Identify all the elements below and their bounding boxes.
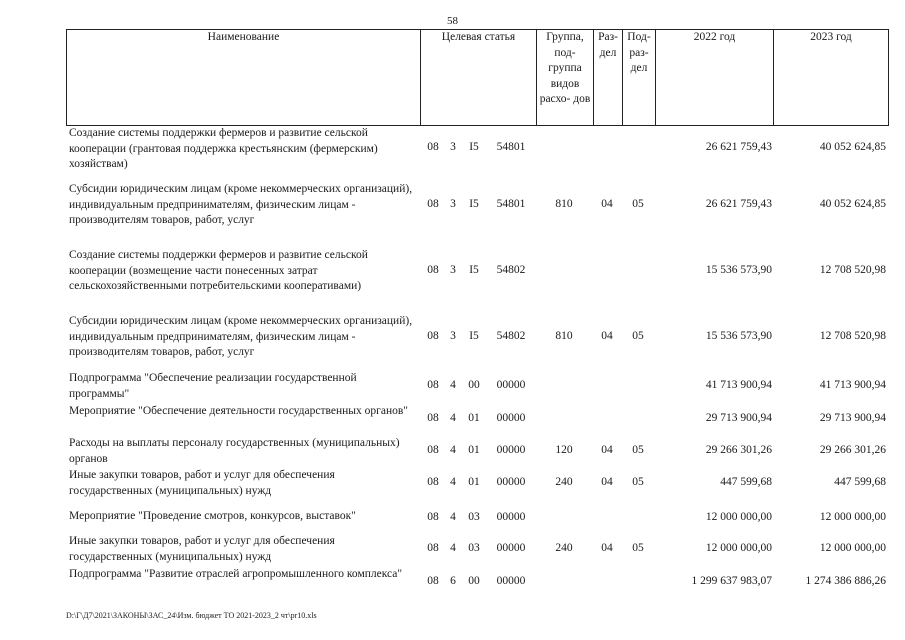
file-path: D:\Г\Д7\2021\ЗАКОНЫ\ЗАС_24\Изм. бюджет ТО 2021-2023_2 чт\pr10.xls [66,611,317,620]
cell-t3: 01 [468,444,480,456]
table-header [66,29,889,126]
cell-t4: 00000 [496,444,526,456]
cell-t2: 3 [450,198,456,210]
cell-t4: 00000 [496,476,526,488]
cell-y2023: 12 000 000,00 [819,511,886,523]
cell-t1: 08 [427,476,439,488]
cell-t1: 08 [427,444,439,456]
cell-y2023: 1 274 386 886,26 [805,575,886,587]
row-name: Субсидии юридическим лицам (кроме некоммерческих организаций), индивидуальным предпринимателям, физическим лицам - производителям товаров, работ, услуг [69,315,413,358]
cell-y2023: 12 708 520,98 [819,330,886,342]
cell-t3: 03 [468,511,480,523]
row-name: Мероприятие "Обеспечение деятельности государственных органов" [69,405,408,417]
cell-y2023: 40 052 624,85 [819,198,886,210]
cell-y2022: 1 299 637 983,07 [691,575,772,587]
cell-t4: 00000 [496,542,526,554]
cell-subsection: 05 [632,542,644,554]
cell-t1: 08 [427,330,439,342]
cell-section: 04 [601,476,613,488]
row-name: Подпрограмма "Развитие отраслей агропромышленного комплекса" [69,568,403,580]
cell-t2: 3 [450,141,456,153]
cell-t1: 08 [427,412,439,424]
row-name: Мероприятие "Проведение смотров, конкурсов, выставок" [69,510,356,522]
header-group: Группа, под- группа видов расхо- дов [539,31,591,105]
cell-t1: 08 [427,198,439,210]
row-name: Создание системы поддержки фермеров и развитие сельской кооперации (грантовая поддержка крестьянским (фермерским) хозяйствам) [69,127,378,170]
row-name: Подпрограмма "Обеспечение реализации государственной программы" [69,372,357,400]
cell-t2: 4 [450,542,456,554]
cell-subsection: 05 [632,198,644,210]
cell-y2022: 12 000 000,00 [705,542,772,554]
cell-t4: 00000 [496,412,526,424]
cell-t1: 08 [427,575,439,587]
header-2023: 2023 год [810,31,852,43]
cell-t2: 4 [450,379,456,391]
cell-t1: 08 [427,542,439,554]
row-name: Расходы на выплаты персоналу государственных (муниципальных) органов [69,437,400,465]
cell-y2022: 26 621 759,43 [705,198,772,210]
page-number: 58 [447,15,458,27]
cell-t1: 08 [427,379,439,391]
cell-y2023: 41 713 900,94 [819,379,886,391]
cell-t4: 00000 [496,379,526,391]
header-section: Раз- дел [598,31,618,59]
header-target: Целевая статья [441,31,516,43]
cell-y2022: 12 000 000,00 [705,511,772,523]
cell-y2023: 447 599,68 [834,476,886,488]
cell-t2: 3 [450,330,456,342]
cell-t3: 03 [468,542,480,554]
cell-y2022: 447 599,68 [720,476,772,488]
row-name: Иные закупки товаров, работ и услуг для обеспечения государственных (муниципальных) нужд [69,535,335,563]
cell-t2: 3 [450,264,456,276]
cell-t4: 54802 [496,330,526,342]
header-2022: 2022 год [693,31,736,43]
cell-t1: 08 [427,264,439,276]
cell-t2: 6 [450,575,456,587]
cell-group: 120 [555,444,573,456]
cell-t3: I5 [469,330,479,342]
cell-group: 240 [555,476,573,488]
cell-group: 810 [555,330,573,342]
cell-group: 810 [555,198,573,210]
cell-t3: 01 [468,476,480,488]
cell-y2023: 29 266 301,26 [819,444,886,456]
cell-t3: I5 [469,264,479,276]
cell-t2: 4 [450,476,456,488]
cell-t3: 00 [468,575,480,587]
cell-t2: 4 [450,444,456,456]
cell-section: 04 [601,330,613,342]
cell-section: 04 [601,444,613,456]
cell-y2023: 29 713 900,94 [819,412,886,424]
cell-y2022: 29 266 301,26 [705,444,772,456]
cell-y2022: 15 536 573,90 [705,330,772,342]
cell-y2023: 12 708 520,98 [819,264,886,276]
header-subsection: Под- раз- дел [627,31,651,74]
cell-t2: 4 [450,412,456,424]
cell-t4: 00000 [496,511,526,523]
cell-y2023: 40 052 624,85 [819,141,886,153]
cell-y2022: 41 713 900,94 [705,379,772,391]
cell-y2023: 12 000 000,00 [819,542,886,554]
cell-t3: 01 [468,412,480,424]
cell-t1: 08 [427,511,439,523]
cell-t3: I5 [469,198,479,210]
cell-group: 240 [555,542,573,554]
cell-y2022: 26 621 759,43 [705,141,772,153]
cell-t4: 00000 [496,575,526,587]
cell-t4: 54802 [496,264,526,276]
header-name: Наименование [207,31,280,43]
cell-t4: 54801 [496,141,526,153]
cell-section: 04 [601,198,613,210]
cell-subsection: 05 [632,476,644,488]
cell-t3: 00 [468,379,480,391]
cell-section: 04 [601,542,613,554]
cell-subsection: 05 [632,330,644,342]
row-name: Субсидии юридическим лицам (кроме некоммерческих организаций), индивидуальным предпринимателям, физическим лицам - производителям товаров, работ, услуг [69,183,413,226]
cell-y2022: 15 536 573,90 [705,264,772,276]
cell-subsection: 05 [632,444,644,456]
cell-t2: 4 [450,511,456,523]
cell-t4: 54801 [496,198,526,210]
cell-t3: I5 [469,141,479,153]
row-name: Иные закупки товаров, работ и услуг для обеспечения государственных (муниципальных) нужд [69,469,335,497]
row-name: Создание системы поддержки фермеров и развитие сельской кооперации (возмещение части понесенных затрат сельскохозяйственными потребительскими кооперативами) [69,249,368,292]
cell-y2022: 29 713 900,94 [705,412,772,424]
cell-t1: 08 [427,141,439,153]
